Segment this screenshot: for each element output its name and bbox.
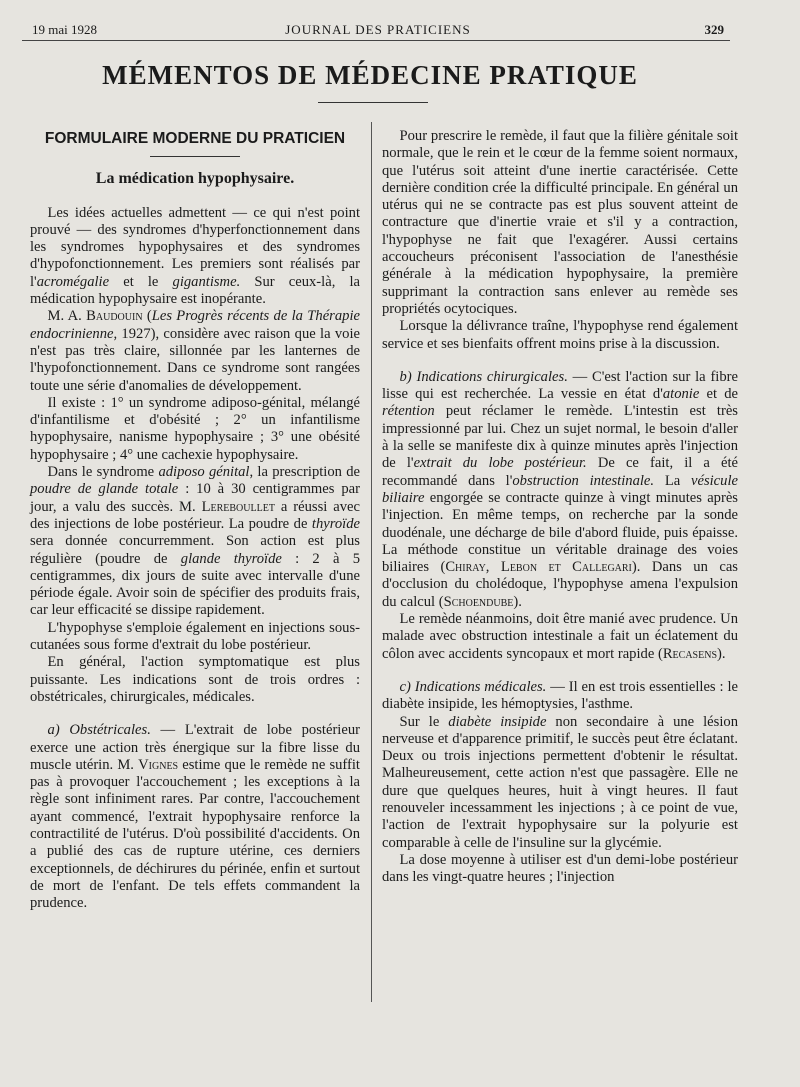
header-journal-name: JOURNAL DES PRATICIENS [285,22,471,37]
paragraph: Pour prescrire le remède, il faut que la filière génitale soit normale, que le rein et le cœur de la femme soient normaux, que l'utérus soit atteint d'une inertie caractérisée. Cette dernière condition crée la difficulté principale. En général un utérus qui ne se contracte pas est plus souvent atteint de contracture que d'inertie vraie et s'il y a contraction, l'hypophyse ne fait que l'exagérer. Aussi certains accoucheurs préconisent l'association de l'anesthésie générale à la médication hypophysaire, la première supprimant la contraction sans enlever au remède ses propriétés ocytociques. [382,128,738,317]
title-rule [318,102,428,103]
section-rule [150,156,240,157]
paragraph: L'hypophyse s'emploie également en injections sous-cutanées sous forme d'extrait du lobe postérieur. [30,619,360,654]
left-column [30,124,360,912]
running-header [32,20,724,42]
paragraph: a) Obstétricales. — L'extrait de lobe postérieur exerce une action très énergique sur la fibre lisse du muscle utérin. M. Vignes estime que le remède ne suffit pas à provoquer l'accouchement ; les exceptions à la règle sont infiniment rares. Par contre, l'accouchement ayant commencé, l'extrait hypophysaire renforce la contractilité de l'utérus. D'où possibilité d'accidents. On a publié des cas de rupture utérine, ces derniers exceptionnels, de déchirures du périnée, enfin et surtout de mort de l'enfant. De tels effets commandent la prudence. [30,722,360,912]
header-page-number: 329 [704,22,724,37]
paragraph: En général, l'action symptomatique est plus puissante. Les indications sont de trois ordres : obstétricales, chirurgicales, médicales. [30,654,360,705]
paragraph: Le remède néanmoins, doit être manié avec prudence. Un malade avec obstruction intestinale a fait un éclatement du côlon avec accidents syncopaux et mort rapide (Recasens). [382,611,738,662]
paragraph: b) Indications chirurgicales. — C'est l'action sur la fibre lisse qui est recherchée. La vessie en état d'atonie et de rétention peut réclamer le remède. L'intestin est très impressionné par lui. Chez un sujet normal, le besoin d'aller à la selle se manifeste dix à quinze minutes après l'injection de l'extrait du lobe postérieur. De ce fait, il a été recommandé dans l'obstruction intestinale. La vésicule biliaire engorgée se contracte quinze à vingt minutes après l'injection. En même temps, on recherche par la sonde duodénale, une décharge de bile d'abord fluide, puis épaisse. La méthode constitue un véritable drainage des voies biliaires (Chiray, Lebon et Callegari). Dans un cas d'occlusion du cholédoque, l'hypophyse amena l'expulsion du calcul (Schoendube). [382,368,739,610]
header-rule [22,40,730,41]
header-date: 19 mai 1928 [32,22,97,37]
paragraph: Il existe : 1° un syndrome adiposo-génital, mélangé d'infantilisme et d'obésité ; 2° un infantilisme hypophysaire, nanisme hypophysaire ; 3° une obésité hypophysaire ; 4° une cachexie hypophysaire. [30,394,360,463]
paragraph: Sur le diabète insipide non secondaire à une lésion nerveuse et d'apparence primitif, le succès peut être éclatant. Deux ou trois injections permettent d'obtenir le résultat. Malheureusement, cette action n'est que passagère. Elle ne dure que quelques heures, huit à vingt heures. Il faut renouveler incessamment les injections ; à ce point de vue, l'action de l'extrait hypophysaire sur la polyurie est comparable à celle de l'insuline sur la glycémie. [382,713,738,851]
page-title: MÉMENTOS DE MÉDECINE PRATIQUE [102,60,638,90]
paragraph: c) Indications médicales. — Il en est trois essentielles : le diabète insipide, les hémoptysies, l'asthme. [382,678,738,713]
right-column [382,128,738,886]
column-divider [371,122,372,1002]
paragraph: Lorsque la délivrance traîne, l'hypophyse rend également service et ses bienfaits offrent moins prise à la discussion. [382,318,738,352]
paragraph: Les idées actuelles admettent — ce qui n'est point prouvé — des syndromes d'hyperfonctionnement dans les syndromes hypophysaires et des syndromes d'hypofonctionnement. Les premiers sont réalisés par l'acromégalie et le gigantisme. Sur ceux-là, la médication hypophysaire est inopérante. [30,204,360,308]
section-title: FORMULAIRE MODERNE DU PRATICIEN [44,130,346,147]
paragraph: M. A. Baudouin (Les Progrès récents de la Thérapie endocrinienne, 1927), considère avec raison que la voie n'est pas très claire, sillonnée par les lanternes de l'hypofonctionnement. Dans ce syndrome sont rangées toute une série d'anomalies de développement. [30,308,360,394]
paragraph: Dans le syndrome adiposo génital, la prescription de poudre de glande totale : 10 à 30 centigrammes par jour, a valu des succès. M. Lereboullet a réussi avec des injections de lobe postérieur. La poudre de thyroïde sera donnée concurremment. Son action est plus régulière (poudre de glande thyroïde : 2 à 5 centigrammes, dix jours de suite avec intervalle d'une période égale. Avoir soin de spécifier des produits frais, car leur efficacité se dissipe rapidement. [30,464,361,619]
paragraph: La dose moyenne à utiliser est d'un demi-lobe postérieur dans les vingt-quatre heures ; l'injection [382,851,738,886]
article-subtitle: La médication hypophysaire. [95,170,295,188]
